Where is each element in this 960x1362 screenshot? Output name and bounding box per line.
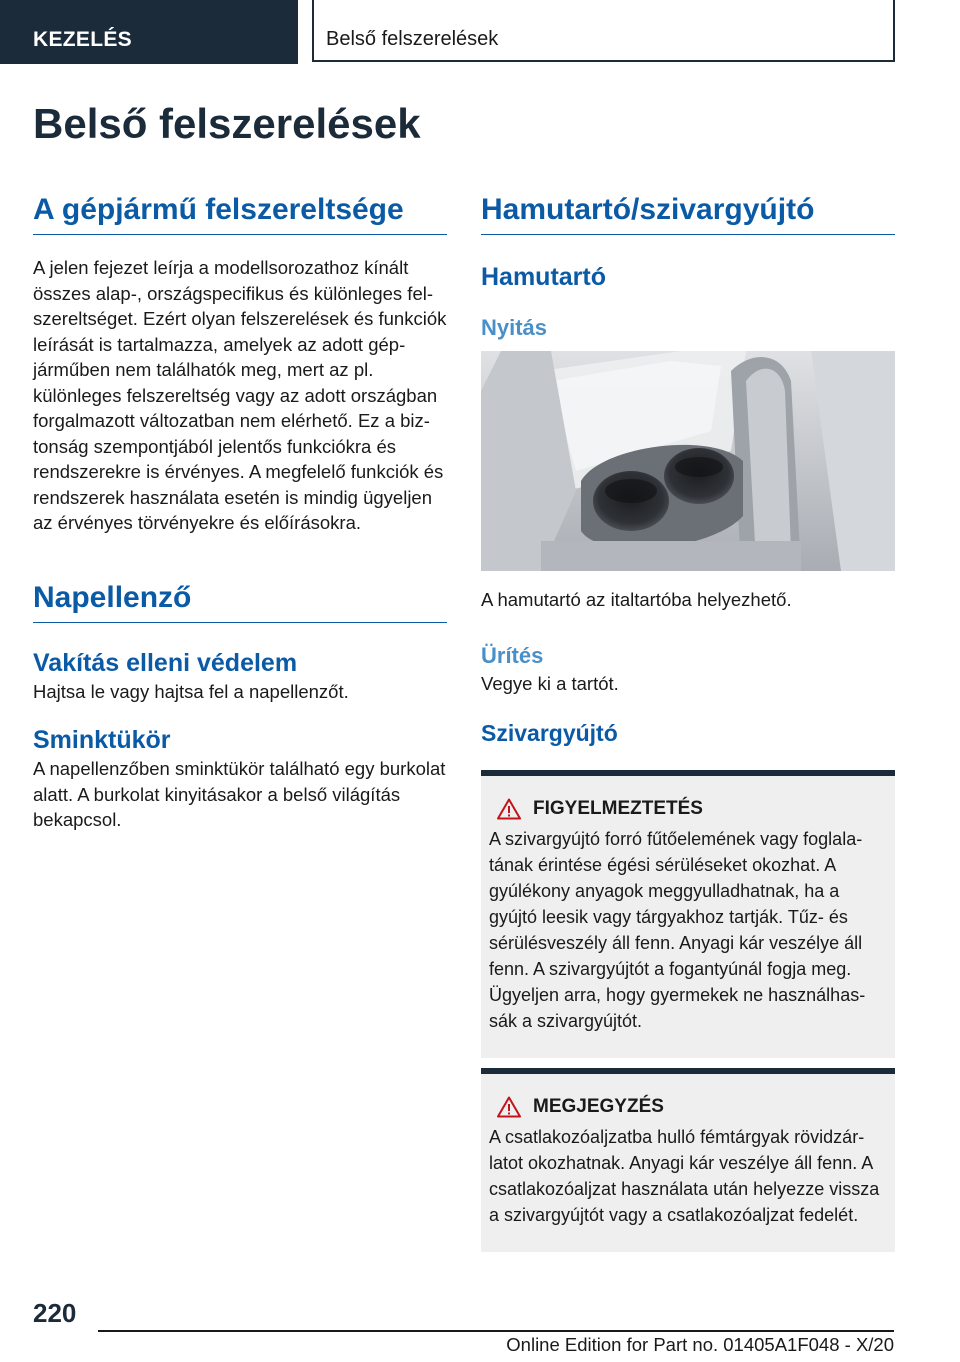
opening-heading: Nyitás bbox=[481, 315, 548, 340]
vanity-mirror-heading: Sminktükör bbox=[33, 726, 171, 754]
warning-triangle-icon bbox=[497, 798, 521, 820]
opening-text: A hamutartó az italtartóba helyezhető. bbox=[481, 589, 792, 610]
warning-title: FIGYELMEZTETÉS bbox=[533, 798, 703, 819]
emptying-text: Vegye ki a tartót. bbox=[481, 672, 619, 694]
warning-triangle-icon bbox=[497, 1096, 521, 1118]
ashtray-cupholder-photo bbox=[481, 351, 895, 571]
footer-divider bbox=[98, 1330, 894, 1332]
header-section-tab: KEZELÉS bbox=[0, 0, 298, 64]
equipment-heading: A gépjármű felszereltsége bbox=[33, 190, 447, 235]
note-box bbox=[481, 1068, 895, 1252]
left-column bbox=[33, 190, 447, 833]
note-text: A csatlakozóaljzatba hulló fémtárgyak rövidzárlatot okozhatnak. Anyagi kár veszélye áll fenn. A csatlakozóaljzat használata után helyezze vissza a szivargyújtót vagy a csatlakozóaljzat fedelét. bbox=[489, 1127, 880, 1225]
glare-protection-heading: Vakítás elleni védelem bbox=[33, 648, 298, 677]
right-column bbox=[481, 190, 895, 1252]
cigarette-lighter-heading: Szivargyújtó bbox=[481, 720, 618, 746]
ashtray-lighter-heading: Hamutartó/szivargyújtó bbox=[481, 190, 895, 235]
vanity-mirror-text: A napellenzőben sminktükör található egy burkolat alatt. A burkolat kinyitásakor a belső világítás bekapcsol. bbox=[33, 758, 446, 830]
sunvisor-heading: Napellenző bbox=[33, 578, 447, 623]
warning-box bbox=[481, 770, 895, 1058]
equipment-text: A jelen fejezet leírja a modellsorozathoz kínált összes alap-, országspecifikus és különleges felszereltséget. Ezért olyan felszerelések és funkciók leírását is tartalmazza, amelyek az adott gépjárműben nem találhatók meg, mert az pl. különleges felszereltség vagy az adott országban forgalmazott változatban nem elérhető. Ez a biztonság szempontjából jelentős funkciókra és rendszerekre is érvényes. A megfelelő funkciók és rendszerek használata esetén is mindig ügyeljen az érvényes törvényekre és előírásokra. bbox=[33, 257, 447, 533]
note-title: MEGJEGYZÉS bbox=[533, 1096, 664, 1117]
warning-text: A szivargyújtó forró fűtőelemének vagy foglalatának érintése égési sérüléseket okozhat. A gyúlékony anyagok meggyulladhatnak, ha a gyújtó leesik vagy tárgyakhoz tartják. Tűz- és sérülésveszély áll fenn. Anyagi kár veszélye áll fenn. A szivargyújtót a fogantyúnál fogja meg. Ügyeljen arra, hogy gyermekek ne használhassák a szivargyújtót. bbox=[489, 829, 866, 1031]
page-number: 220 bbox=[33, 1298, 77, 1328]
glare-protection-text: Hajtsa le vagy hajtsa fel a napellenzőt. bbox=[33, 680, 349, 702]
footer-edition: Online Edition for Part no. 01405A1F048 - X/20 bbox=[506, 1334, 894, 1355]
header-chapter-title: Belső felszerelések bbox=[312, 0, 895, 62]
page-title: Belső felszerelések bbox=[33, 100, 421, 147]
emptying-heading: Ürítés bbox=[481, 642, 544, 668]
ashtray-heading: Hamutartó bbox=[481, 263, 607, 291]
